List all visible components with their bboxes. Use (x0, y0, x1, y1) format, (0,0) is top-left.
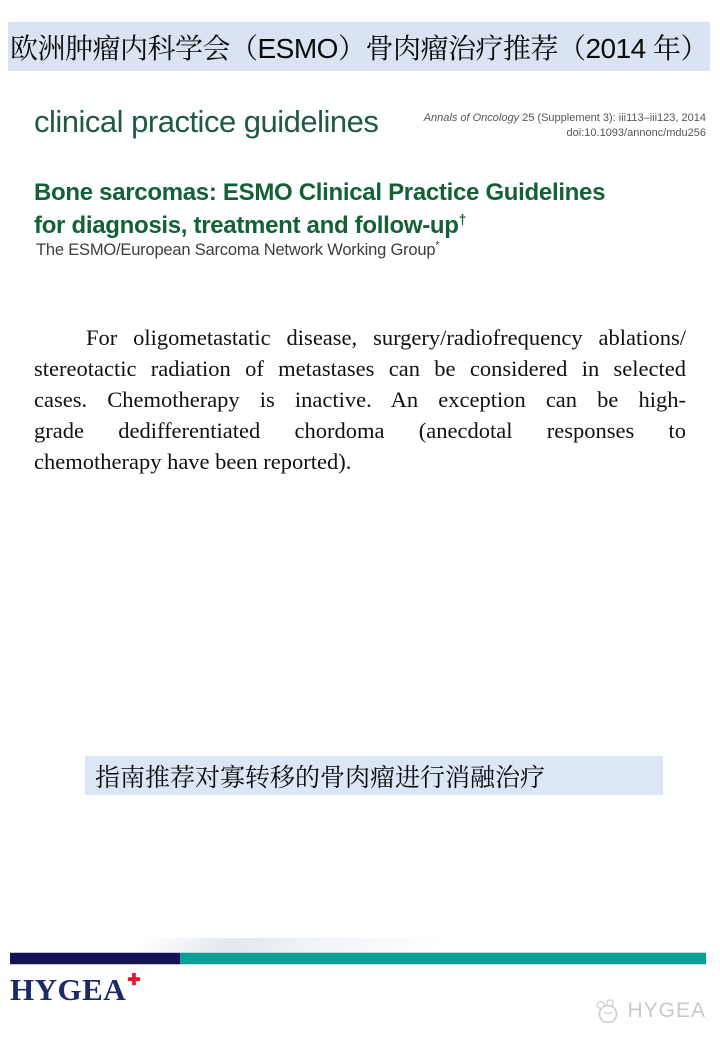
body-line: stereotactic radiation of metastases can be considered in selected (34, 356, 686, 381)
journal-masthead: clinical practice guidelines (34, 104, 379, 139)
footer-rule-teal-segment (180, 952, 706, 965)
hygea-emblem-icon (593, 997, 621, 1025)
body-line: chemotherapy have been reported). (34, 449, 352, 474)
callout-text: 指南推荐对寡转移的骨肉瘤进行消融治疗 (95, 763, 546, 792)
title-dagger: † (458, 211, 467, 227)
hygea-logo (10, 972, 141, 1008)
byline-text: The ESMO/European Sarcoma Network Working Group (36, 241, 436, 259)
body-line: For oligometastatic disease, surgery/radiofrequency ablations/ (86, 325, 686, 350)
citation-journal-name: Annals of Oncology (423, 112, 520, 124)
citation-volume-pages: 25 (Supplement 3): iii113–iii123, 2014 (519, 112, 706, 124)
hygea-watermark (593, 997, 706, 1025)
article-title (34, 176, 605, 242)
journal-citation (424, 111, 706, 141)
article-byline (36, 241, 439, 260)
body-line: grade dedifferentiated chordoma (anecdotal responses to (34, 418, 686, 443)
watermark-text: HYGEA (627, 999, 706, 1022)
red-cross-icon: ✚ (127, 972, 141, 989)
decorative-wisp (135, 938, 445, 952)
body-line: cases. Chemotherapy is inactive. An exception can be high- (34, 387, 686, 412)
hygea-logo-text: HYGEA (10, 972, 127, 1007)
slide-title: 欧洲肿瘤内科学会（ESMO）骨肉瘤治疗推荐（2014 年） (9, 32, 709, 64)
citation-doi: doi:10.1093/annonc/mdu256 (566, 127, 706, 139)
footer-rule-navy-segment (10, 952, 180, 965)
footer-rule (10, 952, 706, 965)
slide-title-bar (8, 22, 710, 71)
article-title-line2-text: for diagnosis, treatment and follow-up (34, 212, 459, 239)
byline-asterisk: * (435, 239, 440, 252)
article-title-line2 (34, 209, 605, 242)
article-title-line1: Bone sarcomas: ESMO Clinical Practice Guidelines (34, 179, 606, 206)
citation-line1 (424, 111, 706, 126)
callout-box (85, 756, 663, 795)
article-body-paragraph (34, 322, 686, 477)
